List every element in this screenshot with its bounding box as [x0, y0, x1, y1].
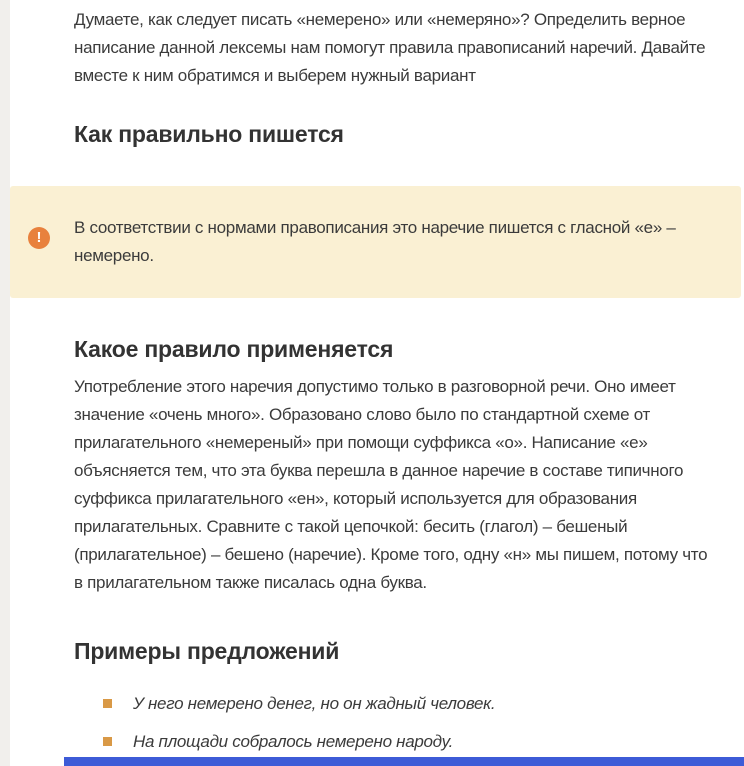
- heading-examples: Примеры предложений: [74, 638, 340, 664]
- examples-list: [74, 693, 716, 752]
- example-sentence: На площади собралось немерено народу.: [133, 732, 454, 751]
- heading-rule: Какое правило применяется: [74, 336, 394, 362]
- rule-alert-text: В соответствии с нормами правописания это наречие пишется с гласной «е» – немерено.: [74, 218, 676, 265]
- bullet-square-icon: [103, 699, 112, 708]
- bottom-blue-bar: [64, 757, 744, 766]
- article-content: [0, 0, 744, 148]
- example-sentence: У него немерено денег, но он жадный человек.: [133, 694, 496, 713]
- list-item: [74, 693, 716, 714]
- heading-how-to-write: Как правильно пишется: [74, 121, 344, 147]
- exclamation-icon: !: [28, 227, 50, 249]
- bullet-square-icon: [103, 737, 112, 746]
- intro-paragraph: Думаете, как следует писать «немерено» или «немеряно»? Определить верное написание данной лексемы нам помогут правила правописаний наречий. Давайте вместе к ним обратимся и выберем нужный вариант: [74, 10, 706, 85]
- rule-paragraph: Употребление этого наречия допустимо только в разговорной речи. Оно имеет значение «очень много». Образовано слово было по стандартной схеме от прилагательного «немереный» при помощи суффикса «о». Написание «е» объясняется тем, что эта буква перешла в данное наречие в составе типичного суффикса прилагательного «ен», который используется для образования прилагательных. Сравните с такой цепочкой: бесить (глагол) – бешеный (прилагательное) – бешено (наречие). Кроме того, одну «н» мы пишем, потому что в прилагательном также писалась одна буква.: [74, 377, 708, 592]
- list-item: [74, 731, 716, 752]
- rule-alert-box: [10, 186, 741, 298]
- left-gutter: [0, 0, 10, 766]
- article-content-lower: [0, 335, 744, 752]
